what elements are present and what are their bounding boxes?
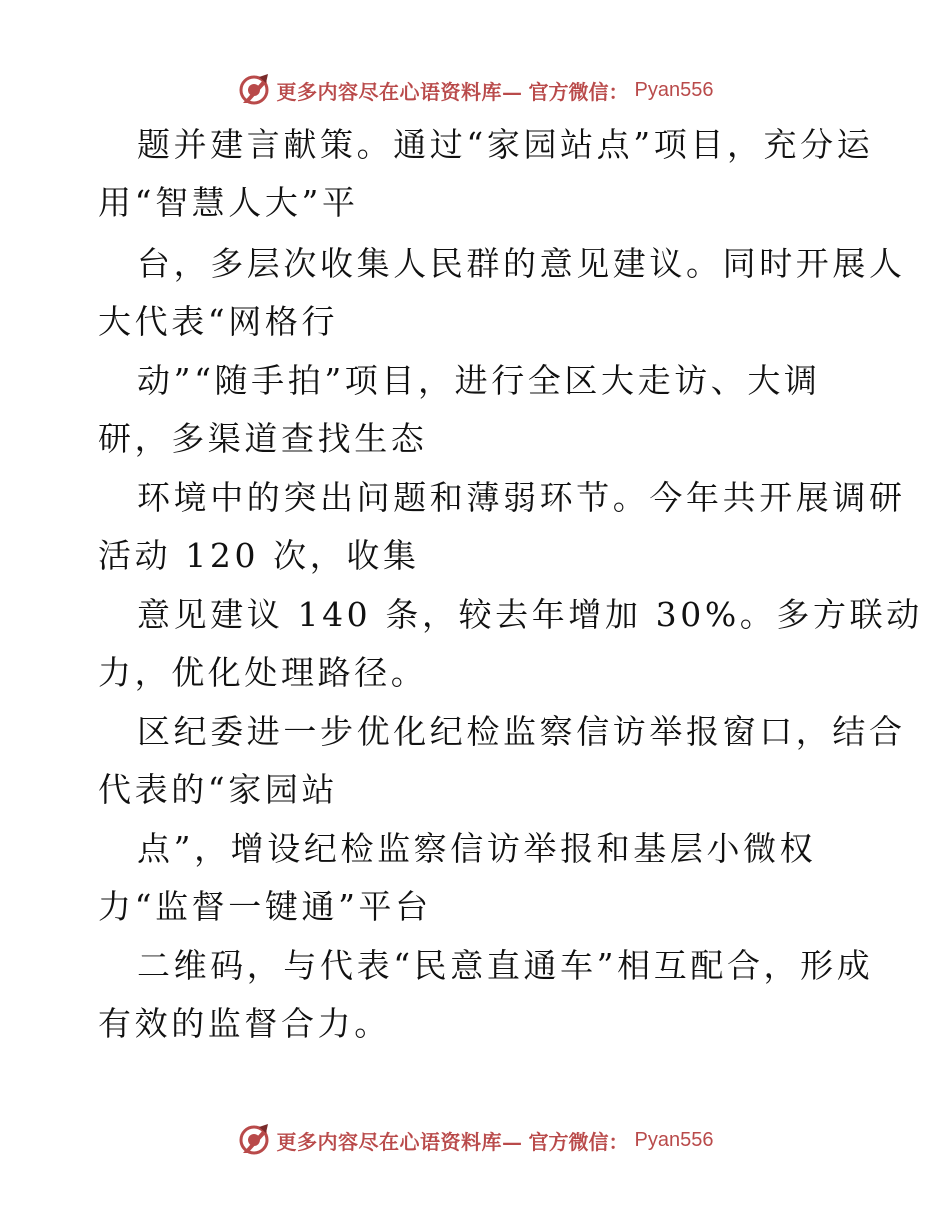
body-line: 动”“随手拍”项目，进行全区大走访、大调: [137, 361, 821, 400]
body-line: 研，多渠道查找生态: [98, 419, 428, 458]
body-line: 意见建议 140 条，较去年增加 30%。多方联动: [137, 595, 923, 634]
banner-ad-text: 更多内容尽在心语资料库—: [276, 1129, 523, 1154]
body-line: 活动 120 次，收集: [98, 536, 420, 575]
body-line: 题并建言献策。通过“家园站点”项目，充分运: [137, 125, 874, 164]
body-line: 二维码，与代表“民意直通车”相互配合，形成: [137, 946, 874, 985]
body-line: 大代表“网格行: [98, 302, 339, 341]
body-line: 台，多层次收集人民群的意见建议。同时开展人: [137, 244, 906, 283]
quill-logo-icon: [237, 1123, 271, 1157]
banner-wechat-id: Pyan556: [634, 78, 714, 101]
body-line: 区纪委进一步优化纪检监察信访举报窗口，结合: [137, 712, 906, 751]
quill-logo-icon: [237, 73, 271, 107]
body-line: 代表的“家园站: [98, 770, 339, 809]
body-line: 环境中的突出问题和薄弱环节。今年共开展调研: [137, 478, 906, 517]
footer-banner: [0, 1120, 950, 1160]
body-line: 用“智慧人大”平: [98, 183, 359, 222]
banner-wechat-label: 官方微信：: [528, 1129, 629, 1154]
body-line: 力，优化处理路径。: [98, 653, 428, 692]
banner-wechat-id: Pyan556: [634, 1128, 714, 1151]
body-line: 力“监督一键通”平台: [98, 887, 432, 926]
banner-wechat-label: 官方微信：: [528, 79, 629, 104]
banner-ad-text: 更多内容尽在心语资料库—: [276, 79, 523, 104]
body-line: 点”，增设纪检监察信访举报和基层小微权: [137, 829, 817, 868]
header-banner: [0, 70, 950, 110]
body-line: 有效的监督合力。: [98, 1004, 391, 1043]
